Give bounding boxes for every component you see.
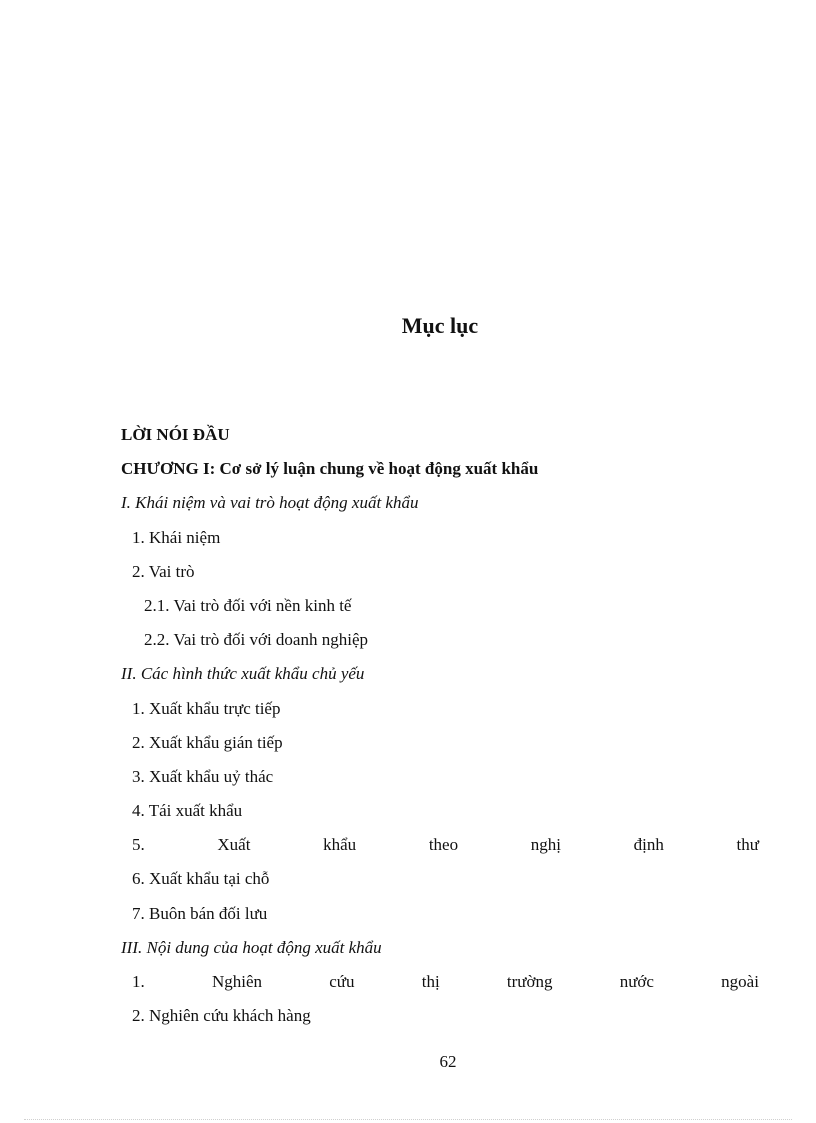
page-bottom-divider — [24, 1119, 792, 1120]
toc-entry-word: 1. — [132, 972, 145, 991]
page-number: 62 — [439, 1052, 457, 1071]
toc-entry: LỜI NÓI ĐẦU — [121, 425, 230, 444]
toc-entry: CHƯƠNG I: Cơ sở lý luận chung về hoạt động xuất khẩu — [121, 459, 539, 479]
toc-entry — [121, 834, 759, 868]
toc-entry — [121, 971, 759, 1005]
toc-entry: I. Khái niệm và vai trò hoạt động xuất khẩu — [121, 493, 419, 513]
toc-entry-word: thư — [736, 835, 759, 855]
toc-entry: 1. Khái niệm — [132, 527, 221, 547]
toc-entry-word: nghị — [530, 835, 561, 855]
toc-entry: 2. Nghiên cứu khách hàng — [132, 1006, 311, 1026]
toc-entry-word: theo — [428, 835, 459, 855]
toc-entry: 2.2. Vai trò đối với doanh nghiệp — [144, 630, 368, 650]
toc-entry-word: 5. — [132, 835, 145, 855]
toc-entry-word: trường — [506, 972, 553, 991]
toc-entry: II. Các hình thức xuất khẩu chủ yếu — [121, 664, 365, 684]
toc-entry-word: nước — [619, 972, 654, 991]
toc-entry-word: Xuất — [217, 835, 251, 855]
toc-entry: 7. Buôn bán đối lưu — [132, 903, 268, 923]
toc-entry-word: Nghiên — [211, 972, 263, 991]
page-title: Mục lục — [401, 313, 479, 338]
toc-entry: 6. Xuất khẩu tại chỗ — [132, 869, 270, 889]
toc-entry: III. Nội dung của hoạt động xuất khẩu — [121, 937, 382, 957]
toc-entry-word: khẩu — [323, 835, 357, 855]
toc-entry: 2.1. Vai trò đối với nền kinh tế — [144, 595, 352, 615]
toc-entry: 3. Xuất khẩu uỷ thác — [132, 766, 274, 786]
toc-entry: 2. Xuất khẩu gián tiếp — [132, 732, 283, 752]
toc-entry: 2. Vai trò — [132, 561, 195, 581]
toc-entry: 1. Xuất khẩu trực tiếp — [132, 698, 281, 718]
toc-entry-word: định — [633, 835, 664, 855]
toc-entry-word: ngoài — [721, 972, 759, 991]
table-of-contents — [121, 424, 759, 1039]
toc-entry-word: cứu — [329, 972, 355, 991]
toc-entry-word: thị — [421, 972, 440, 991]
toc-entry: 4. Tái xuất khẩu — [132, 801, 243, 821]
